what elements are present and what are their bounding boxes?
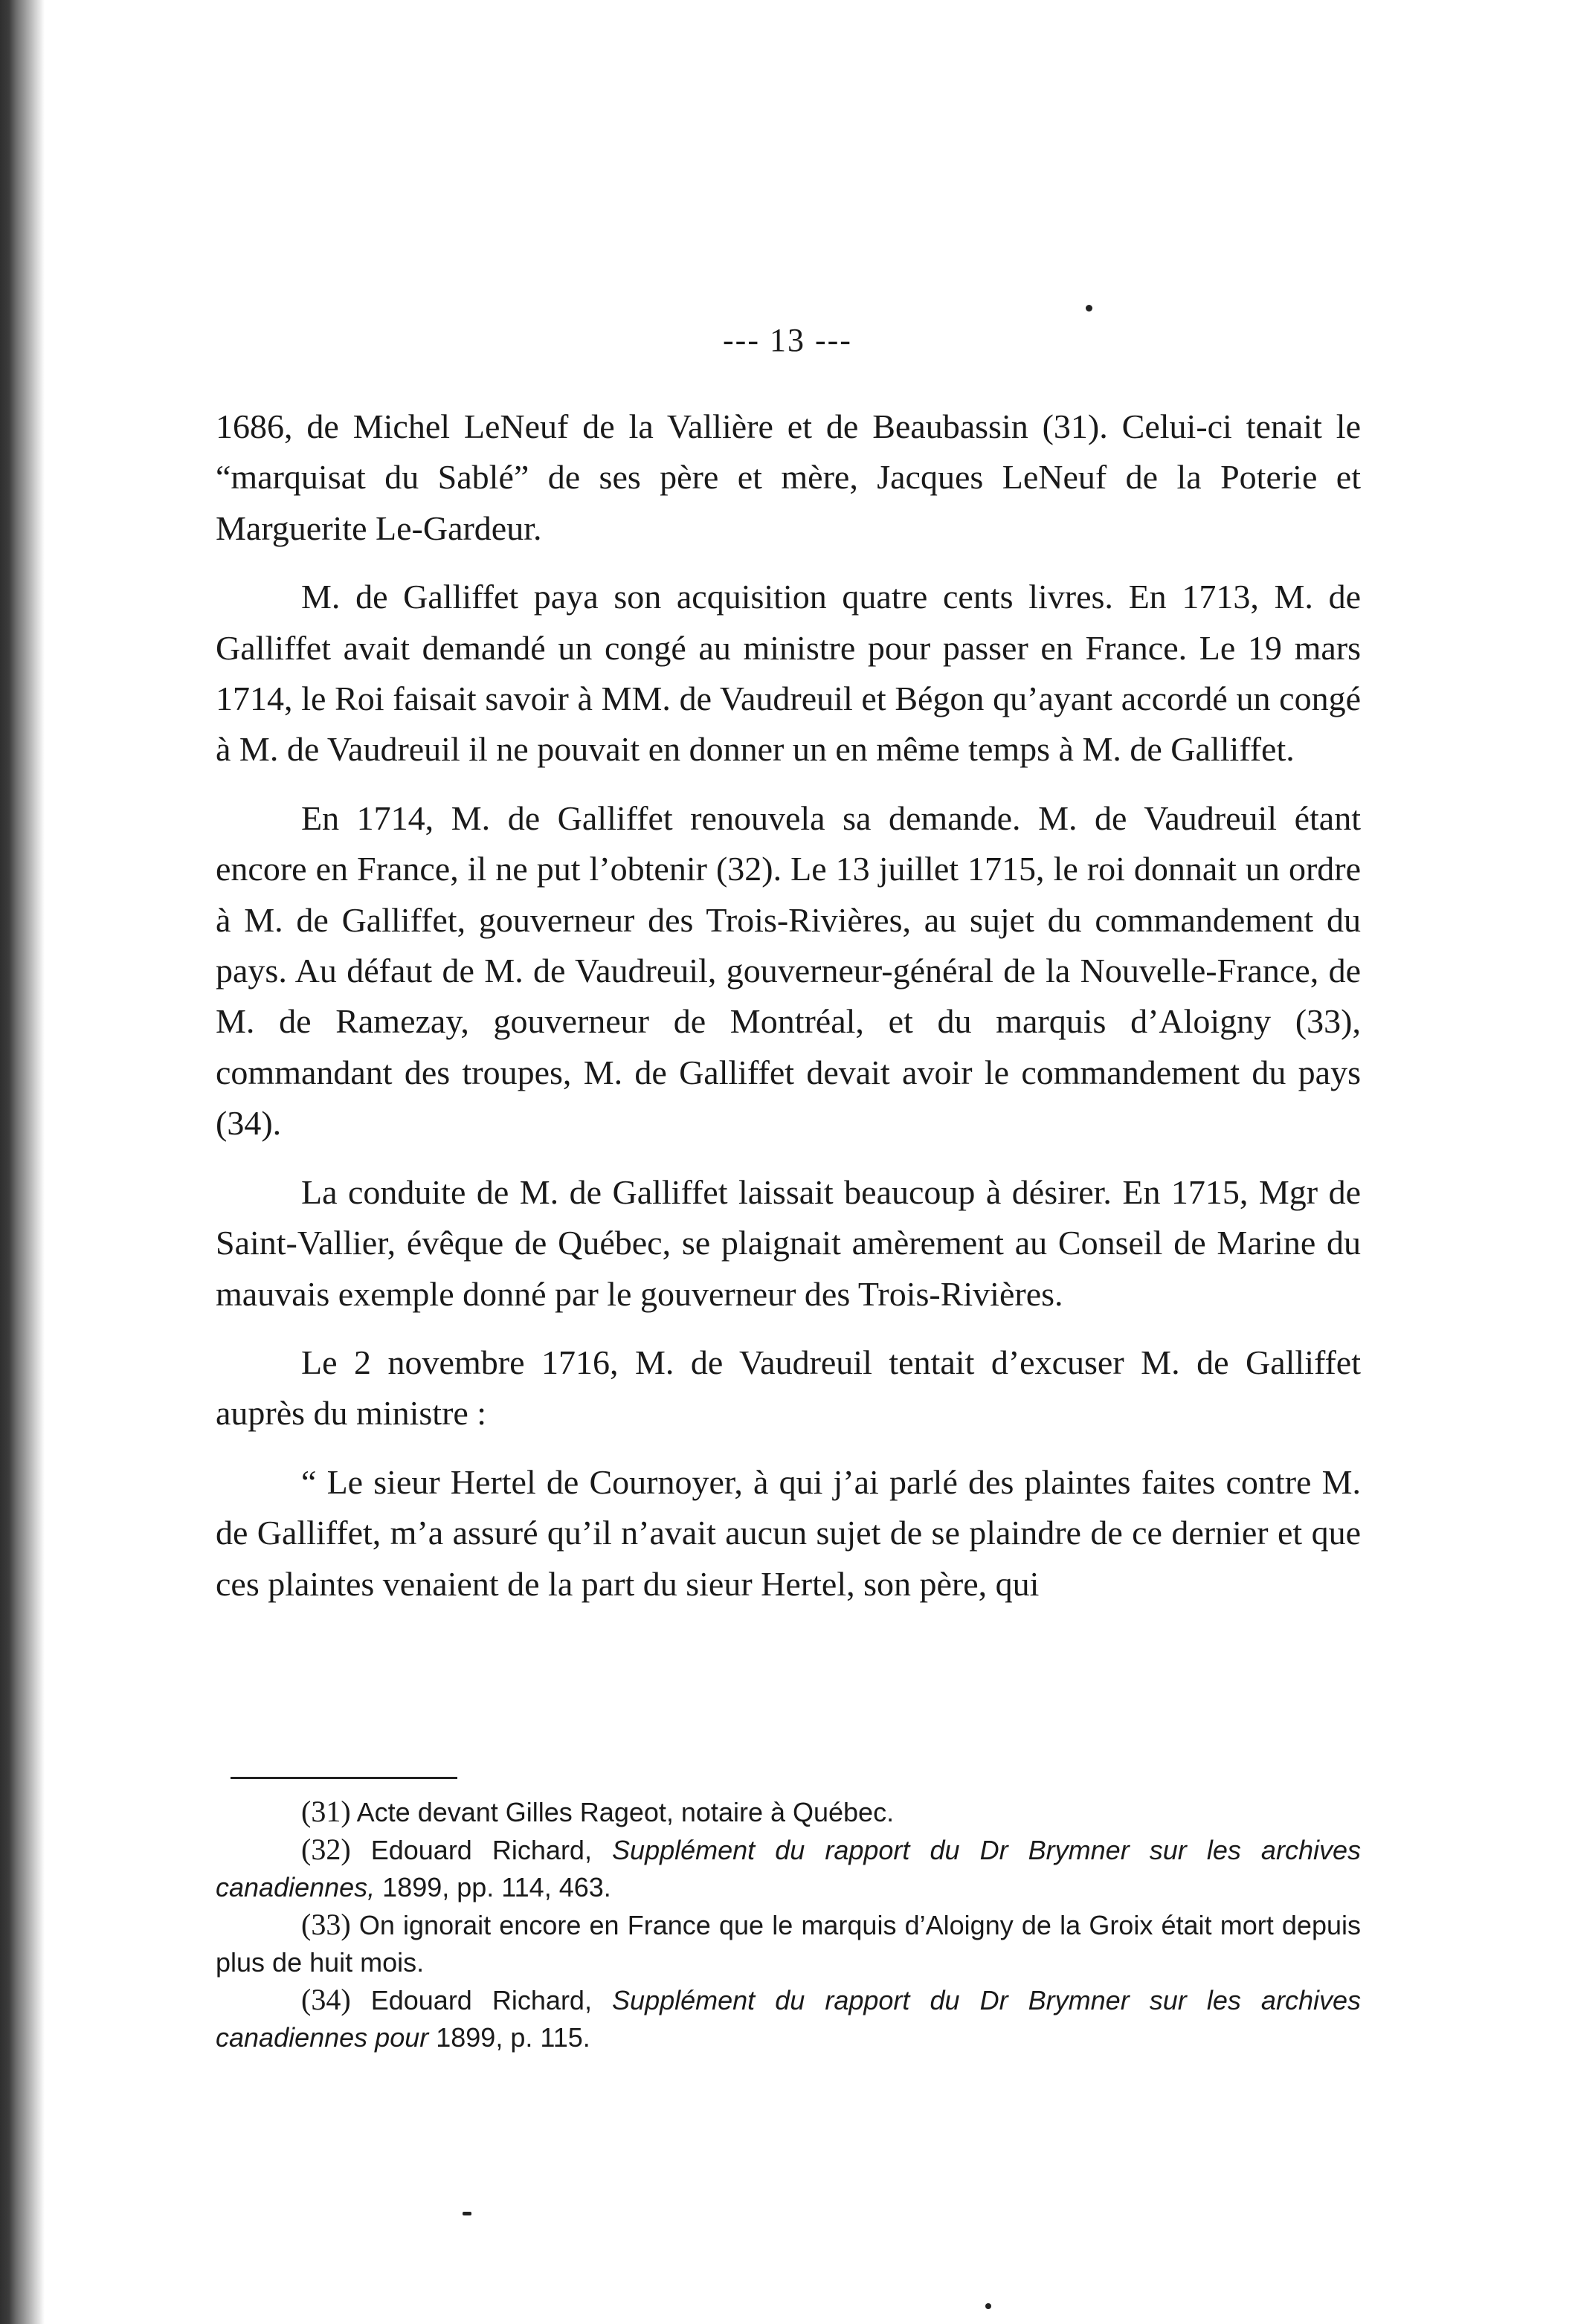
footnote-number: (31) xyxy=(301,1795,351,1828)
footnote xyxy=(216,1831,1361,1906)
page-number: --- 13 --- xyxy=(723,322,852,358)
paragraph: Le 2 novembre 1716, M. de Vaudreuil tentait d’excuser M. de Galliffet auprès du ministre : xyxy=(216,1343,1361,1433)
footnote xyxy=(216,1906,1361,1981)
footnotes xyxy=(216,1793,1361,2056)
paragraph: En 1714, M. de Galliffet renouvela sa demande. M. de Vaudreuil étant encore en France, il ne put l’obtenir (32). Le 13 juillet 1715, le roi donnait un ordre à M. de Galliffet, gouverneur des Trois-Rivières, au sujet du commandement du pays. Au défaut de M. de Vaudreuil, gouverneur-général de la Nouvelle-France, de M. de Ramezay, gouverneur de Montréal, et du marquis d’Aloigny (33), commandant des troupes, M. de Galliffet devait avoir le commandement du pays (34). xyxy=(216,798,1361,1143)
footnote-citation: 1899, p. 115. xyxy=(428,2022,590,2053)
paragraph: M. de Galliffet paya son acquisition quatre cents livres. En 1713, M. de Galliffet avait demandé un congé au ministre pour passer en France. Le 19 mars 1714, le Roi faisait savoir à MM. de Vaudreuil et Bégon qu’ayant accordé un congé à M. de Vaudreuil il ne pouvait en donner un en même temps à M. de Galliffet. xyxy=(216,578,1361,769)
paragraph: “ Le sieur Hertel de Cournoyer, à qui j’ai parlé des plaintes faites contre M. de Galliffet, m’a assuré qu’il n’avait aucun sujet de se plaindre de ce dernier et que ces plaintes venaient de la part du sieur Hertel, son père, qui xyxy=(216,1462,1361,1603)
footnote-divider xyxy=(231,1777,457,1779)
ink-speck xyxy=(985,2303,991,2309)
footnote xyxy=(216,1793,1361,1831)
footnote-text: On ignorait encore en France que le marquis d’Aloigny de la Groix était mort depuis plus de huit mois. xyxy=(216,1910,1361,1978)
footnote-text: Acte devant Gilles Rageot, notaire à Québec. xyxy=(356,1797,895,1827)
ink-speck xyxy=(463,2212,471,2215)
main-text xyxy=(216,401,1361,1610)
paragraph: La conduite de M. de Galliffet laissait beaucoup à désirer. En 1715, Mgr de Saint-Vallier, évêque de Québec, se plaignait amèrement au Conseil de Marine du mauvais exemple donné par le gouverneur des Trois-Rivières. xyxy=(216,1172,1361,1313)
footnote-number: (32) xyxy=(301,1833,351,1866)
paragraph: 1686, de Michel LeNeuf de la Vallière et de Beaubassin (31). Celui-ci tenait le “marquisat du Sablé” de ses père et mère, Jacques LeNeuf de la Poterie et Marguerite Le-Gardeur. xyxy=(216,407,1361,547)
footnote xyxy=(216,1981,1361,2056)
footnote-text: Edouard Richard, xyxy=(370,1835,613,1865)
footnote-citation: 1899, pp. 114, 463. xyxy=(375,1872,611,1902)
footnote-number: (33) xyxy=(301,1908,351,1941)
ink-speck xyxy=(1086,305,1092,312)
footnote-text: Edouard Richard, xyxy=(370,1985,613,2015)
footnote-number: (34) xyxy=(301,1983,351,2016)
footnote-title: Supplément du rapport du Dr Brymner sur les archives canadiennes, xyxy=(216,1835,1361,1902)
footnote-title: Supplément du rapport du Dr Brymner sur les archives canadiennes pour xyxy=(216,1985,1361,2053)
